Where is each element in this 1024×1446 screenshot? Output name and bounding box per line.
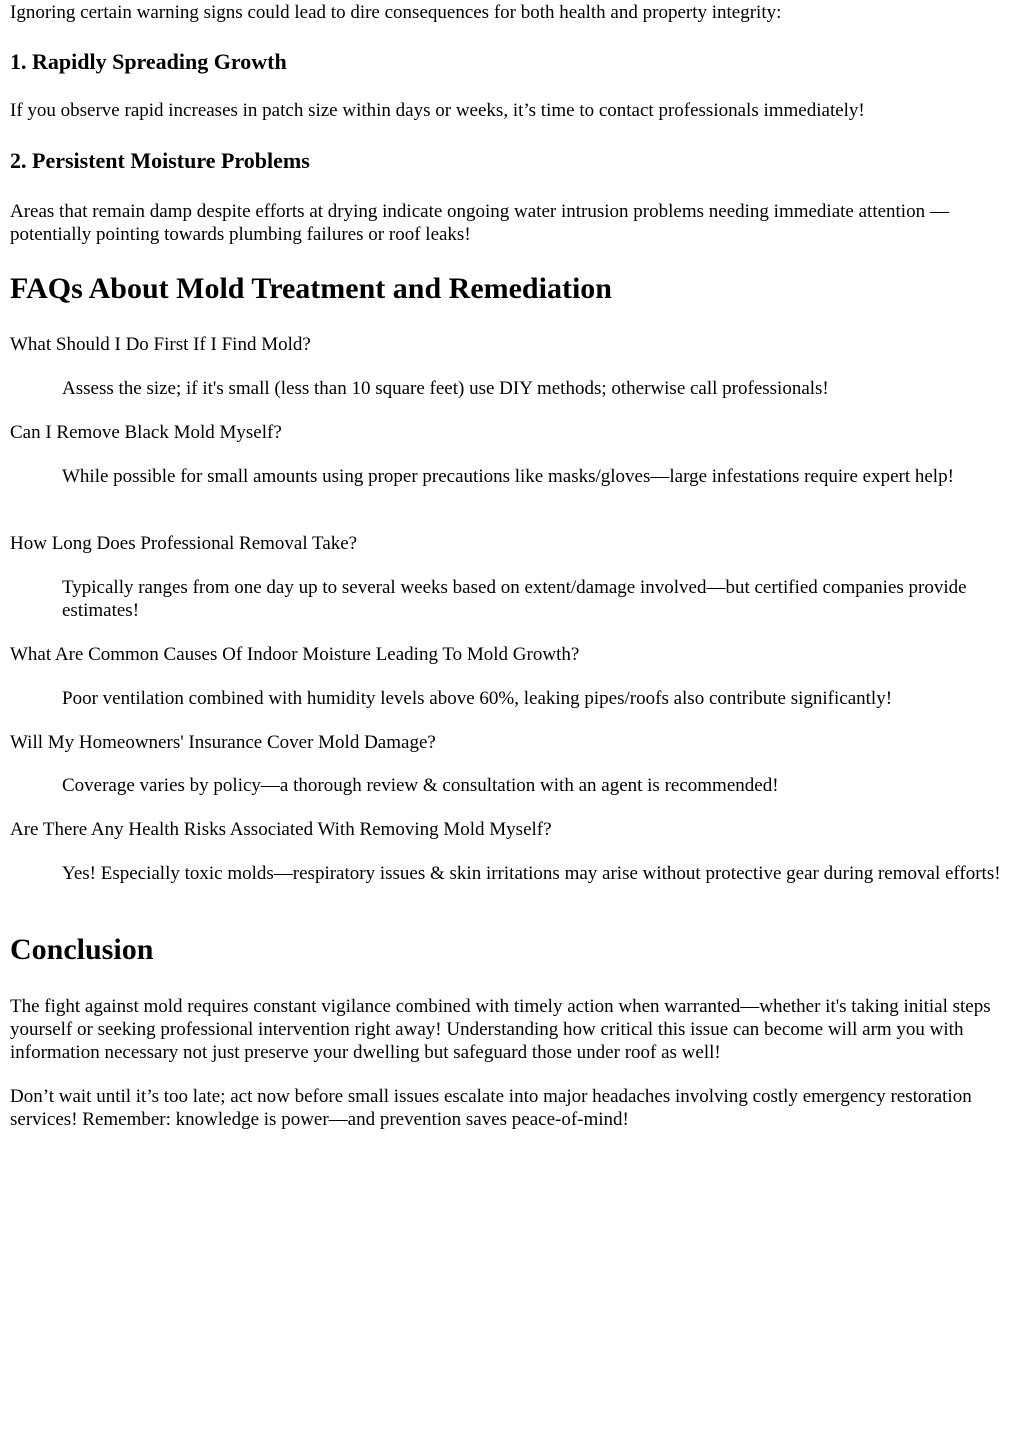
warning-text-2: Areas that remain damp despite efforts at drying indicate ongoing water intrusion problems needing immediate attention —potentially pointing towards plumbing failures or roof leaks! (10, 201, 949, 245)
faq-answer: Poor ventilation combined with humidity levels above 60%, leaking pipes/roofs also contribute significantly! (62, 688, 893, 709)
warning-text-1: If you observe rapid increases in patch size within days or weeks, it’s time to contact professionals immediately! (10, 100, 865, 121)
warning-heading-2: 2. Persistent Moisture Problems (10, 148, 310, 173)
faq-title: FAQs About Mold Treatment and Remediation (10, 272, 612, 305)
conclusion-paragraph-1: The fight against mold requires constant vigilance combined with timely action when warranted—whether it's taking initial steps yourself or seeking professional intervention right away! Understanding how critical this issue can become will arm you with information necessary not just preserve your dwelling but safeguard those under roof as well! (10, 996, 991, 1063)
faq-question: Are There Any Health Risks Associated With Removing Mold Myself? (10, 819, 552, 840)
faq-question: Can I Remove Black Mold Myself? (10, 422, 282, 443)
conclusion-title: Conclusion (10, 933, 154, 966)
faq-question: Will My Homeowners' Insurance Cover Mold Damage? (10, 732, 436, 753)
faq-answer: While possible for small amounts using proper precautions like masks/gloves—large infestations require expert help! (62, 466, 954, 487)
faq-question: What Are Common Causes Of Indoor Moisture Leading To Mold Growth? (10, 644, 580, 665)
faq-question: What Should I Do First If I Find Mold? (10, 334, 311, 355)
conclusion-paragraph-2: Don’t wait until it’s too late; act now before small issues escalate into major headaches involving costly emergency restoration services! Remember: knowledge is power—and prevention saves peace-of-mind! (10, 1086, 972, 1130)
intro-paragraph: Ignoring certain warning signs could lead to dire consequences for both health and property integrity: (10, 2, 782, 23)
faq-answer: Assess the size; if it's small (less than 10 square feet) use DIY methods; otherwise call professionals! (62, 378, 829, 399)
faq-answer: Coverage varies by policy—a thorough review & consultation with an agent is recommended! (62, 775, 779, 796)
faq-answer: Typically ranges from one day up to several weeks based on extent/damage involved—but certified companies provide estimates! (62, 577, 967, 621)
warning-heading-1: 1. Rapidly Spreading Growth (10, 49, 287, 74)
faq-answer: Yes! Especially toxic molds—respiratory issues & skin irritations may arise without protective gear during removal efforts! (62, 863, 1001, 884)
faq-question: How Long Does Professional Removal Take? (10, 533, 358, 554)
